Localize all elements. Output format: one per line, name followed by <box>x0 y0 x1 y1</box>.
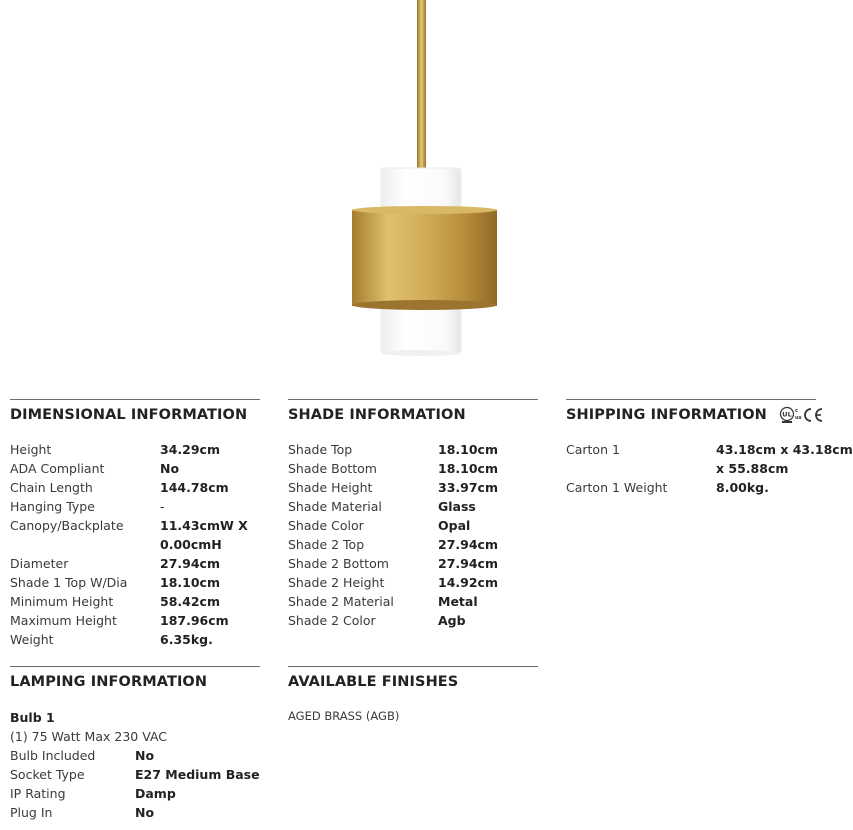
spec-label: Plug In <box>10 805 53 820</box>
spec-row <box>10 478 260 497</box>
spec-value: 58.42cm <box>160 594 220 609</box>
spec-value: Glass <box>438 499 476 514</box>
shade-information-section <box>288 399 538 630</box>
spec-row <box>10 497 260 516</box>
spec-value: 18.10cm <box>438 461 498 476</box>
spec-label: Shade Material <box>288 499 382 514</box>
spec-label: Minimum Height <box>10 594 114 609</box>
spec-row <box>10 630 260 649</box>
spec-value: 6.35kg. <box>160 632 213 647</box>
bulb-description: (1) 75 Watt Max 230 VAC <box>10 729 168 744</box>
spec-value: Damp <box>135 786 176 801</box>
spec-label: Weight <box>10 632 54 647</box>
spec-value: No <box>135 805 155 820</box>
spec-value-line2: x 55.88cm <box>716 461 789 476</box>
spec-value: 18.10cm <box>438 442 498 457</box>
spec-value: Agb <box>438 613 466 628</box>
spec-value: 27.94cm <box>438 537 498 552</box>
pendant-rod <box>417 0 426 175</box>
dimensional-information-section <box>10 399 260 649</box>
spec-label: Shade 2 Height <box>288 575 385 590</box>
spec-row <box>10 440 260 459</box>
spec-label: Shade 2 Material <box>288 594 394 609</box>
spec-label: Socket Type <box>10 767 85 782</box>
spec-value: 18.10cm <box>160 575 220 590</box>
pendant-lamp-illustration <box>300 0 540 370</box>
spec-row <box>10 784 260 803</box>
spec-row <box>288 459 538 478</box>
spec-value <box>716 440 853 478</box>
spec-label: Shade Top <box>288 442 353 457</box>
spec-label: Chain Length <box>10 480 93 495</box>
spec-value-line1: 11.43cmW X <box>160 518 248 533</box>
section-divider <box>10 399 260 400</box>
spec-value: 33.97cm <box>438 480 498 495</box>
spec-label: Shade Bottom <box>288 461 377 476</box>
spec-label: Shade Height <box>288 480 373 495</box>
product-image <box>300 0 540 370</box>
spec-row <box>10 573 260 592</box>
bulb-title: Bulb 1 <box>10 710 55 725</box>
section-divider <box>288 666 538 667</box>
spec-label: Shade Color <box>288 518 364 533</box>
ul-listed-icon <box>778 406 800 424</box>
spec-value: 27.94cm <box>160 556 220 571</box>
spec-label: Shade 2 Bottom <box>288 556 389 571</box>
spec-value: E27 Medium Base <box>135 767 260 782</box>
spec-row <box>566 478 853 497</box>
spec-label: Bulb Included <box>10 748 96 763</box>
section-heading <box>566 405 853 425</box>
section-heading-text: SHIPPING INFORMATION <box>566 407 767 423</box>
spec-value: 27.94cm <box>438 556 498 571</box>
spec-row <box>10 459 260 478</box>
spec-value <box>160 516 248 554</box>
spec-row <box>288 516 538 535</box>
spec-label: Shade 2 Color <box>288 613 376 628</box>
spec-row <box>10 611 260 630</box>
spec-value: 187.96cm <box>160 613 229 628</box>
section-heading: SHADE INFORMATION <box>288 407 466 423</box>
spec-value: 144.78cm <box>160 480 229 495</box>
spec-row <box>10 592 260 611</box>
spec-row <box>10 746 260 765</box>
spec-value-line1: 43.18cm x 43.18cm <box>716 442 853 457</box>
spec-label: Shade 1 Top W/Dia <box>10 575 128 590</box>
svg-text:c: c <box>795 408 799 414</box>
section-divider <box>10 666 260 667</box>
spec-row <box>288 592 538 611</box>
finish-item: AGED BRASS (AGB) <box>288 709 400 723</box>
spec-row <box>10 765 260 784</box>
certification-badges <box>778 406 824 424</box>
spec-row <box>288 497 538 516</box>
available-finishes-section <box>288 666 538 726</box>
spec-row <box>288 478 538 497</box>
spec-label: IP Rating <box>10 786 66 801</box>
shipping-information-section <box>566 399 853 497</box>
section-heading: LAMPING INFORMATION <box>10 674 208 690</box>
spec-label: Canopy/Backplate <box>10 518 124 533</box>
section-heading: DIMENSIONAL INFORMATION <box>10 407 248 423</box>
svg-text:us: us <box>795 415 802 421</box>
section-divider <box>566 399 816 400</box>
spec-value: No <box>135 748 155 763</box>
section-heading: AVAILABLE FINISHES <box>288 674 459 690</box>
spec-value: Metal <box>438 594 478 609</box>
spec-row <box>288 573 538 592</box>
spec-label: Height <box>10 442 52 457</box>
spec-value: 14.92cm <box>438 575 498 590</box>
lamping-information-section <box>10 666 260 822</box>
spec-value: 8.00kg. <box>716 480 769 495</box>
spec-label: Shade 2 Top <box>288 537 365 552</box>
spec-row <box>566 440 853 478</box>
spec-label: ADA Compliant <box>10 461 105 476</box>
spec-row <box>288 611 538 630</box>
spec-value: No <box>160 461 180 476</box>
spec-row <box>10 516 260 554</box>
spec-value: 34.29cm <box>160 442 220 457</box>
spec-label: Carton 1 Weight <box>566 480 668 495</box>
spec-row <box>288 554 538 573</box>
spec-value: Opal <box>438 518 471 533</box>
ce-mark-icon <box>802 407 824 423</box>
spec-row <box>10 803 260 822</box>
spec-value-line2: 0.00cmH <box>160 537 222 552</box>
spec-row <box>288 535 538 554</box>
spec-label: Diameter <box>10 556 69 571</box>
spec-label: Carton 1 <box>566 442 620 457</box>
brass-band <box>352 210 497 306</box>
section-divider <box>288 399 538 400</box>
spec-value: - <box>160 499 165 514</box>
spec-row <box>288 440 538 459</box>
spec-label: Maximum Height <box>10 613 117 628</box>
spec-row <box>10 554 260 573</box>
svg-text:UL: UL <box>782 410 792 419</box>
spec-label: Hanging Type <box>10 499 95 514</box>
